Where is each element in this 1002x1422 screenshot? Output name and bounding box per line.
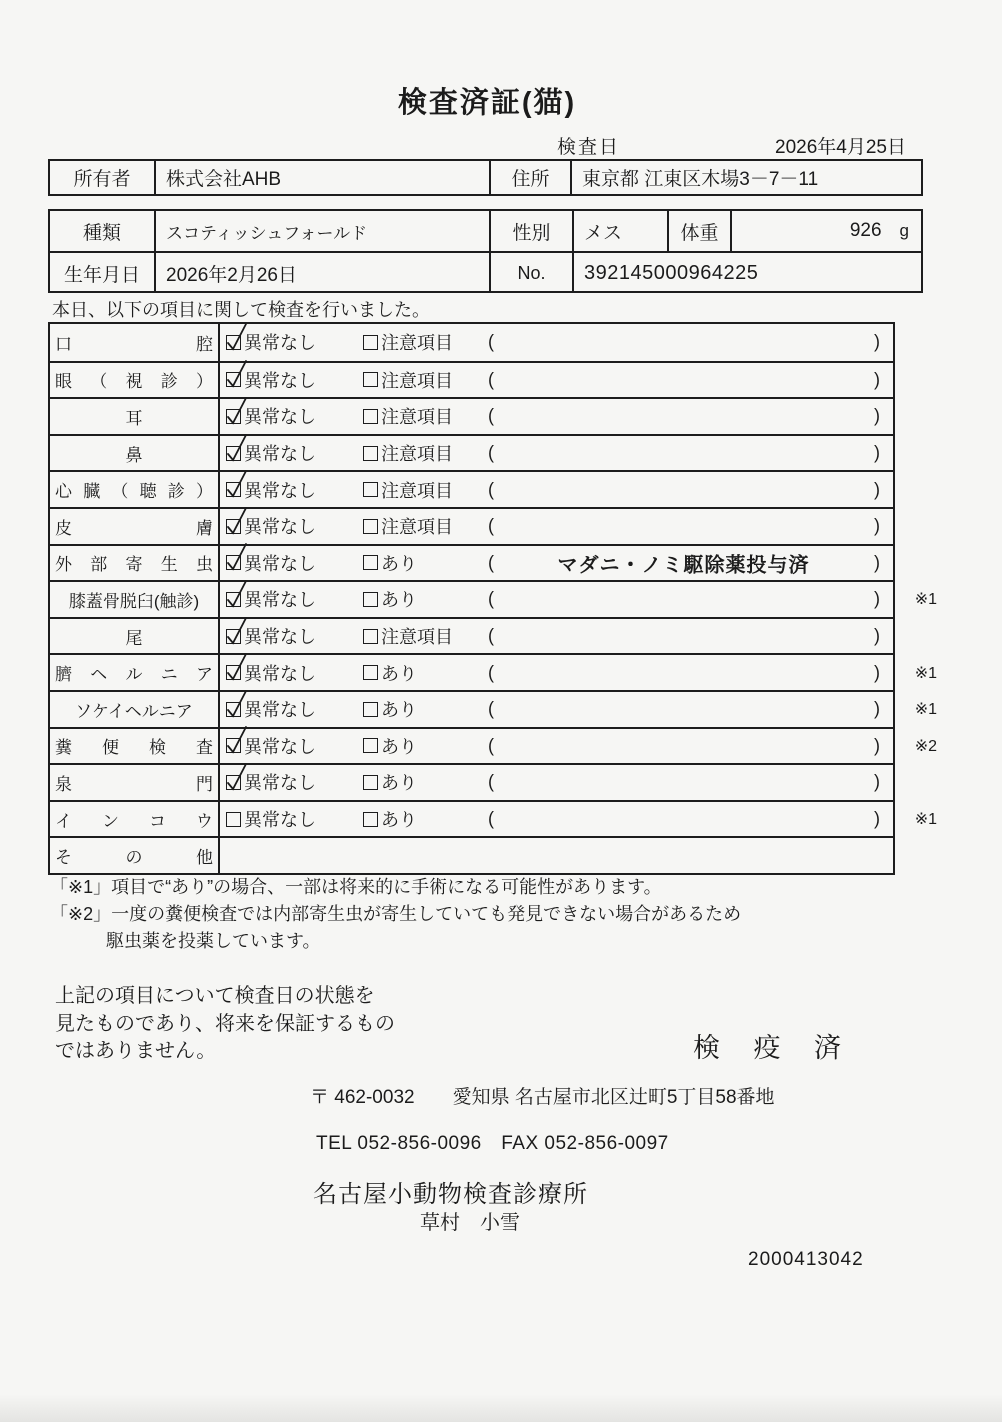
label-char: 寄	[125, 555, 143, 575]
checkbox-unchecked	[363, 513, 453, 539]
sex-value: メス	[572, 211, 667, 251]
exam-table-row	[50, 470, 893, 507]
checkbox-icon	[363, 409, 378, 424]
checkbox-icon	[226, 629, 241, 644]
checkbox-icon	[226, 519, 241, 534]
checkbox-label: 異常なし	[244, 553, 316, 574]
checkbox-label: 注意項目	[381, 627, 453, 648]
address-label: 住所	[489, 161, 570, 194]
label-char: 診	[167, 482, 185, 502]
exam-row-content	[220, 509, 893, 544]
exam-row-content	[220, 729, 893, 764]
checkbox-icon	[363, 775, 378, 790]
label-char: ニ	[160, 665, 178, 685]
checkbox-label: 注意項目	[381, 407, 453, 428]
label-char: コ	[149, 811, 166, 831]
label-char: 虫	[196, 555, 213, 575]
exam-item-label	[50, 765, 220, 800]
checkbox-label: 異常なし	[244, 444, 316, 465]
exam-row-content	[220, 802, 893, 837]
exam-table	[48, 322, 937, 875]
checkbox-label: 異常なし	[244, 700, 316, 721]
disclaimer	[55, 983, 395, 1066]
checkbox-label: あり	[381, 590, 417, 611]
disclaimer-line-2: 見たものであり、将来を保証するもの	[55, 1012, 395, 1035]
checkbox-label: あり	[381, 663, 417, 684]
close-paren: )	[874, 442, 880, 463]
weight-value	[730, 211, 921, 251]
label-char: 査	[196, 738, 213, 758]
checkbox-icon	[363, 738, 378, 753]
label-char: の	[125, 848, 143, 868]
checkbox-checked	[226, 769, 316, 795]
footnote-3: 駆虫薬を投薬しています。	[106, 931, 321, 951]
checkbox-icon	[226, 335, 241, 350]
exam-table-row	[50, 800, 937, 837]
label-char: （	[90, 372, 108, 392]
open-paren: (	[488, 771, 494, 792]
close-paren: )	[874, 331, 880, 352]
label-char: 腔	[196, 334, 213, 354]
checkbox-label: 注意項目	[381, 444, 453, 465]
address-value: 東京都 江東区木場3－7－11	[570, 161, 921, 194]
label-char: 視	[125, 372, 143, 392]
weight-label: 体重	[667, 211, 730, 251]
close-paren: )	[874, 515, 880, 536]
exam-row-content	[220, 619, 893, 654]
checkbox-unchecked	[363, 806, 417, 832]
open-paren: (	[488, 735, 494, 756]
checkbox-label: あり	[381, 810, 417, 831]
label-char: ル	[125, 665, 143, 685]
owner-label: 所有者	[73, 169, 131, 190]
owner-value: 株式会社AHB	[154, 161, 489, 194]
checkbox-label: あり	[381, 700, 417, 721]
label-char: 検	[149, 738, 166, 758]
open-paren: (	[488, 698, 494, 719]
exam-row-content	[220, 363, 893, 398]
label-char: （	[111, 482, 129, 502]
exam-item-label	[50, 509, 220, 544]
weight-unit: g	[899, 221, 909, 240]
checkbox-icon	[226, 702, 241, 717]
exam-item-label: 尾	[50, 619, 220, 654]
checkbox-unchecked	[363, 550, 417, 576]
checkbox-checked	[226, 440, 316, 466]
exam-item-label	[50, 802, 220, 837]
exam-row-content	[220, 765, 893, 800]
checkbox-label: 注意項目	[381, 480, 453, 501]
exam-table-row	[50, 434, 893, 471]
exam-table-row	[50, 727, 937, 764]
checkbox-icon	[363, 702, 378, 717]
exam-table-row	[50, 544, 893, 581]
open-paren: (	[488, 808, 494, 829]
close-paren: )	[874, 662, 880, 683]
label-char: 口	[55, 334, 72, 354]
exam-table-row	[50, 617, 893, 654]
label-char: 門	[196, 774, 213, 794]
label-char: ン	[102, 811, 119, 831]
checkbox-label: 注意項目	[381, 333, 453, 354]
exam-row-content	[220, 436, 893, 471]
exam-row-content	[220, 399, 893, 434]
checkbox-icon	[226, 482, 241, 497]
label-char: そ	[55, 848, 72, 868]
close-paren: )	[874, 808, 880, 829]
reference-mark: ※1	[914, 811, 937, 829]
checkbox-unchecked	[363, 586, 417, 612]
registration-no-value: 392145000964225	[572, 253, 921, 293]
checkbox-label: 注意項目	[381, 517, 453, 538]
label-char: 聴	[139, 482, 157, 502]
pet-table	[48, 209, 923, 293]
open-paren: (	[488, 442, 494, 463]
breed-value: スコティッシュフォールド	[154, 211, 489, 251]
exam-item-label	[50, 546, 220, 581]
checkbox-checked	[226, 623, 316, 649]
checkbox-checked	[226, 586, 316, 612]
checkbox-checked	[226, 696, 316, 722]
checkbox-icon	[226, 372, 241, 387]
quarantine-stamp: 検 疫 済	[693, 1033, 855, 1063]
exam-table-row	[50, 836, 893, 873]
checkbox-checked	[226, 403, 316, 429]
exam-row-note: マダニ・ノミ駆除薬投与済	[557, 554, 810, 577]
label-char: 臓	[83, 482, 101, 502]
checkbox-icon	[226, 446, 241, 461]
checkbox-label: あり	[381, 736, 417, 757]
checkbox-label: あり	[381, 773, 417, 794]
exam-item-label	[50, 472, 220, 507]
label-char: 診	[160, 372, 178, 392]
exam-item-label	[50, 838, 220, 873]
close-paren: )	[874, 698, 880, 719]
footnotes	[50, 874, 741, 955]
close-paren: )	[874, 552, 880, 573]
checkbox-unchecked	[363, 660, 417, 686]
weight-number: 926	[849, 220, 882, 241]
checkbox-unchecked	[226, 806, 316, 832]
close-paren: )	[874, 369, 880, 390]
label-char: 糞	[55, 738, 72, 758]
label-char: ヘ	[90, 665, 108, 685]
checkbox-icon	[363, 519, 378, 534]
pet-row-2	[50, 251, 921, 293]
label-char: 生	[160, 555, 178, 575]
checkbox-unchecked	[363, 769, 417, 795]
checkbox-label: 異常なし	[244, 590, 316, 611]
checkbox-icon	[363, 446, 378, 461]
checkbox-label: 異常なし	[244, 663, 316, 684]
label-char: ）	[195, 482, 213, 502]
checkbox-checked	[226, 513, 316, 539]
owner-row	[50, 161, 921, 194]
label-char: 他	[196, 848, 213, 868]
document-title: 検査済証(猫)	[397, 87, 577, 119]
checkbox-label: 異常なし	[244, 627, 316, 648]
clinic-postal-code: 〒 462-0032	[310, 1087, 415, 1108]
label-char: 皮	[55, 518, 72, 538]
checkbox-label: 異常なし	[244, 480, 316, 501]
exam-table-row	[50, 361, 893, 398]
clinic-tel-fax: TEL 052-856-0096 FAX 052-856-0097	[316, 1133, 669, 1154]
exam-date-label: 検査日	[557, 137, 621, 158]
close-paren: )	[874, 771, 880, 792]
close-paren: )	[874, 405, 880, 426]
label-char: イ	[55, 811, 72, 831]
registration-no-label: No.	[489, 253, 572, 293]
clinic-name: 名古屋小動物検査診療所	[313, 1181, 588, 1208]
open-paren: (	[488, 552, 494, 573]
checkbox-icon	[363, 555, 378, 570]
exam-row-content	[220, 546, 893, 581]
open-paren: (	[488, 405, 494, 426]
exam-table-row	[50, 324, 893, 361]
reference-mark: ※1	[914, 664, 937, 682]
label-char: 便	[102, 738, 119, 758]
label-char: 心	[55, 482, 72, 502]
label-char: 泉	[55, 774, 72, 794]
sex-label: 性別	[489, 211, 572, 251]
exam-table-row	[50, 690, 937, 727]
clinic-address: 愛知県 名古屋市北区辻町5丁目58番地	[452, 1087, 775, 1108]
checkbox-icon	[226, 812, 241, 827]
birth-value: 2026年2月26日	[154, 253, 489, 293]
open-paren: (	[488, 479, 494, 500]
reference-mark: ※1	[914, 591, 937, 609]
checkbox-checked	[226, 329, 316, 355]
checkbox-icon	[363, 665, 378, 680]
checkbox-unchecked	[363, 403, 453, 429]
checkbox-checked	[226, 477, 316, 503]
checkbox-checked	[226, 733, 316, 759]
owner-table	[48, 159, 923, 196]
checkbox-label: 異常なし	[244, 517, 316, 538]
checkbox-checked	[226, 367, 316, 393]
exam-row-content	[220, 472, 893, 507]
scan-shadow	[0, 1394, 1002, 1422]
clinic-postal-line	[310, 1082, 775, 1109]
exam-row-content	[220, 324, 893, 361]
checkbox-icon	[363, 592, 378, 607]
reference-mark: ※1	[914, 701, 937, 719]
checkbox-checked	[226, 550, 316, 576]
open-paren: (	[488, 588, 494, 609]
intro-text: 本日、以下の項目に関して検査を行いました。	[52, 300, 430, 320]
close-paren: )	[874, 625, 880, 646]
exam-table-row	[50, 653, 937, 690]
label-char: 部	[90, 555, 108, 575]
checkbox-unchecked	[363, 367, 453, 393]
exam-item-label	[50, 655, 220, 690]
exam-row-content	[220, 655, 893, 690]
checkbox-checked	[226, 660, 316, 686]
exam-item-label	[50, 729, 220, 764]
disclaimer-line-1: 上記の項目について検査日の状態を	[55, 985, 375, 1007]
checkbox-icon	[226, 555, 241, 570]
exam-row-content	[220, 692, 893, 727]
label-char: ウ	[196, 811, 213, 831]
pet-row-1	[50, 211, 921, 251]
open-paren: (	[488, 515, 494, 536]
checkbox-unchecked	[363, 623, 453, 649]
checkbox-icon	[363, 482, 378, 497]
open-paren: (	[488, 369, 494, 390]
close-paren: )	[874, 588, 880, 609]
footnote-1: 「※1」項目で“あり”の場合、一部は将来的に手術になる可能性があります。	[50, 877, 662, 897]
reference-mark: ※2	[914, 737, 937, 755]
document-number: 2000413042	[748, 1249, 864, 1270]
checkbox-label: あり	[381, 553, 417, 574]
label-char: 臍	[55, 665, 72, 685]
open-paren: (	[488, 331, 494, 352]
checkbox-icon	[226, 665, 241, 680]
exam-item-label: 膝蓋骨脱臼(触診)	[50, 582, 220, 617]
checkbox-label: 異常なし	[244, 407, 316, 428]
checkbox-label: 異常なし	[244, 333, 316, 354]
veterinarian-name: 草村 小雪	[420, 1212, 520, 1234]
label-char: 膚	[196, 518, 213, 538]
checkbox-icon	[363, 372, 378, 387]
exam-item-label	[50, 363, 220, 398]
checkbox-label: 異常なし	[244, 810, 316, 831]
label-char: ）	[196, 372, 213, 392]
checkbox-label: 異常なし	[244, 773, 316, 794]
exam-item-label	[50, 324, 220, 361]
spacer	[415, 1082, 453, 1109]
exam-item-label: 鼻	[50, 436, 220, 471]
birth-label: 生年月日	[63, 264, 140, 286]
exam-table-row	[50, 763, 893, 800]
exam-row-content	[220, 838, 893, 873]
disclaimer-line-3: ではありません。	[55, 1040, 217, 1062]
checkbox-unchecked	[363, 696, 417, 722]
label-char: 外	[55, 555, 72, 575]
breed-label: 種類	[82, 222, 121, 244]
checkbox-unchecked	[363, 440, 453, 466]
checkbox-icon	[226, 409, 241, 424]
exam-item-label: 耳	[50, 399, 220, 434]
close-paren: )	[874, 479, 880, 500]
open-paren: (	[488, 662, 494, 683]
label-char: ア	[196, 665, 213, 685]
checkbox-label: 異常なし	[244, 736, 316, 757]
exam-table-row	[50, 580, 937, 617]
exam-table-row	[50, 507, 893, 544]
exam-row-content	[220, 582, 893, 617]
checkbox-icon	[363, 629, 378, 644]
exam-item-label: ソケイヘルニア	[50, 692, 220, 727]
checkbox-icon	[363, 335, 378, 350]
checkbox-icon	[226, 775, 241, 790]
label-char: 眼	[55, 372, 72, 392]
open-paren: (	[488, 625, 494, 646]
close-paren: )	[874, 735, 880, 756]
checkbox-label: 注意項目	[381, 370, 453, 391]
checkbox-icon	[363, 812, 378, 827]
checkbox-icon	[226, 592, 241, 607]
checkbox-icon	[226, 738, 241, 753]
checkbox-label: 異常なし	[244, 370, 316, 391]
checkbox-unchecked	[363, 329, 453, 355]
footnote-2: 「※2」一度の糞便検査では内部寄生虫が寄生していても発見できない場合があるため	[50, 904, 742, 924]
exam-date-value: 2026年4月25日	[775, 137, 906, 158]
checkbox-unchecked	[363, 477, 453, 503]
checkbox-unchecked	[363, 733, 417, 759]
exam-table-row	[50, 397, 893, 434]
